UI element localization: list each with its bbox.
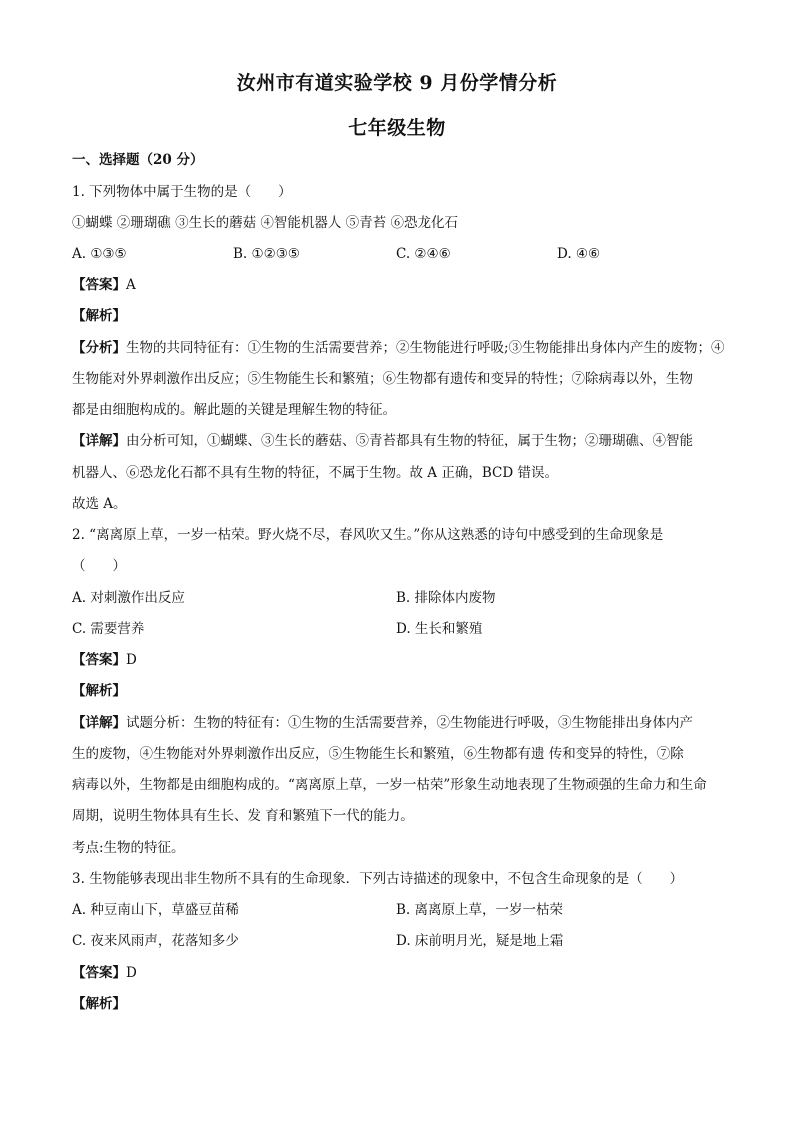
q3-stem: 3. 生物能够表现出非生物所不具有的生命现象．下列古诗描述的现象中，不包含生命现象的是（ ） [72, 871, 684, 887]
q2-xiangjie-line-1 [72, 713, 693, 733]
q1-xiangjie-line-2: 机器人、⑥恐龙化石都不具有生物的特征，不属于生物。故 A 正确，BCD 错误。 [72, 465, 558, 481]
q3-option-b: B. 离离原上草，一岁一枯荣 [396, 902, 564, 918]
section-title: 一、选择题（20 分） [72, 152, 204, 168]
q2-option-b: B. 排除体内废物 [396, 590, 496, 606]
q1-fenxi-line-3: 都是由细胞构成的。解此题的关键是理解生物的特征。 [72, 402, 396, 418]
q2-stem-line-1: 2. “离离原上草，一岁一枯荣。野火烧不尽，春风吹又生。”你从这熟悉的诗句中感受到的生命现象是 [72, 527, 664, 543]
answer-tag: 【答案】 [72, 965, 126, 981]
q2-xiangjie-line-3: 病毒以外，生物都是由细胞构成的。“离离原上草，一岁一枯荣”形象生动地表现了生物顽强的生命力和生命 [72, 777, 707, 793]
q3-answer-line [72, 963, 137, 983]
q2-kaodian: 考点:生物的特征。 [72, 840, 185, 856]
q1-fenxi-line-2: 生物能对外界刺激作出反应；⑤生物能生长和繁殖；⑥生物都有遗传和变异的特性；⑦除病毒以外，生物 [72, 371, 693, 387]
q2-option-c: C. 需要营养 [72, 621, 145, 637]
q2-option-d: D. 生长和繁殖 [396, 621, 483, 637]
xiangjie-tag: 【详解】 [72, 433, 126, 449]
q1-option-b: B. ①②③⑤ [233, 246, 300, 262]
q1-items: ①蝴蝶 ②珊瑚礁 ③生长的蘑菇 ④智能机器人 ⑤青苔 ⑥恐龙化石 [72, 215, 458, 231]
q2-answer-line [72, 650, 137, 670]
answer-value: D [126, 652, 137, 668]
q3-option-d: D. 床前明月光，疑是地上霜 [396, 933, 564, 949]
q1-xiangjie-line-1 [72, 431, 693, 451]
answer-value: D [126, 965, 137, 981]
q1-conclusion: 故选 A。 [72, 496, 127, 512]
q1-fenxi-line-1 [72, 338, 725, 358]
q1-option-c: C. ②④⑥ [396, 246, 451, 262]
q1-option-d: D. ④⑥ [557, 246, 601, 262]
q2-stem-line-2: （ ） [72, 558, 126, 574]
q2-option-a: A. 对刺激作出反应 [72, 590, 185, 606]
q1-stem: 1. 下列物体中属于生物的是（ ） [72, 184, 292, 200]
q2-analysis-tag: 【解析】 [72, 683, 126, 699]
xiangjie-tag: 【详解】 [72, 715, 126, 731]
q1-analysis-tag: 【解析】 [72, 308, 126, 324]
q1-answer-line [72, 275, 136, 295]
answer-value: A [126, 277, 136, 293]
q2-xiangjie-line-4: 周期，说明生物体具有生长、发 育和繁殖下一代的能力。 [72, 808, 414, 824]
q3-option-a: A. 种豆南山下，草盛豆苗稀 [72, 902, 239, 918]
q1-option-a: A. ①③⑤ [72, 246, 127, 262]
answer-tag: 【答案】 [72, 277, 126, 293]
document-subtitle: 七年级生物 [348, 117, 446, 139]
answer-tag: 【答案】 [72, 652, 126, 668]
fenxi-text: 生物的共同特征有：①生物的生活需要营养；②生物能进行呼吸;③生物能排出身体内产生的废物；④ [126, 340, 725, 356]
q3-option-c: C. 夜来风雨声，花落知多少 [72, 933, 239, 949]
fenxi-tag: 【分析】 [72, 340, 126, 356]
xiangjie-text: 试题分析：生物的特征有：①生物的生活需要营养，②生物能进行呼吸，③生物能排出身体内产 [126, 715, 693, 731]
q3-analysis-tag: 【解析】 [72, 996, 126, 1012]
document-title: 汝州市有道实验学校 9 月份学情分析 [236, 72, 558, 94]
q2-xiangjie-line-2: 生的废物，④生物能对外界刺激作出反应，⑤生物能生长和繁殖，⑥生物都有遗 传和变异的特性，⑦除 [72, 746, 684, 762]
xiangjie-text: 由分析可知，①蝴蝶、③生长的蘑菇、⑤青苔都具有生物的特征，属于生物；②珊瑚礁、④智能 [126, 433, 693, 449]
